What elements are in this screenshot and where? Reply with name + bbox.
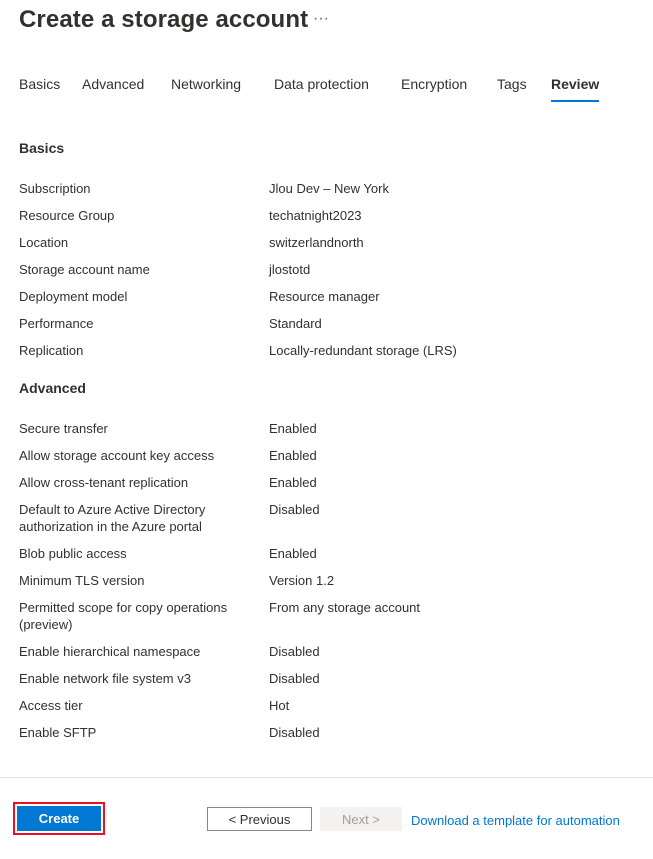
row-value: techatnight2023: [269, 208, 362, 223]
row-value: Disabled: [269, 671, 320, 686]
tab-basics[interactable]: Basics: [19, 76, 61, 92]
create-button[interactable]: Create: [17, 806, 101, 831]
row-label: Secure transfer: [19, 421, 108, 436]
download-template-link[interactable]: Download a template for automation: [411, 813, 620, 828]
row-label: Enable network file system v3: [19, 671, 191, 686]
row-label: Allow storage account key access: [19, 448, 215, 463]
row-label: Default to Azure Active Directory authorization in the Azure portal: [19, 502, 206, 534]
row-value: Version 1.2: [269, 573, 335, 588]
tab-data-protection[interactable]: Data protection: [274, 76, 369, 92]
row-label: Location: [19, 235, 69, 250]
row-value: Standard: [269, 316, 322, 331]
footer-divider: [0, 777, 653, 778]
row-label: Storage account name: [19, 262, 150, 277]
basics-section-title: Basics: [19, 140, 65, 156]
tab-review[interactable]: Review: [551, 76, 599, 102]
page-title: Create a storage account: [19, 6, 309, 33]
row-value: Disabled: [269, 644, 320, 659]
previous-button[interactable]: < Previous: [207, 807, 312, 831]
row-label: Enable SFTP: [19, 725, 97, 740]
row-value: Enabled: [269, 475, 317, 490]
row-value: Enabled: [269, 421, 317, 436]
row-value: Jlou Dev – New York: [269, 181, 389, 196]
row-value: Disabled: [269, 502, 320, 517]
tab-tags[interactable]: Tags: [497, 76, 527, 92]
row-value: From any storage account: [269, 600, 421, 615]
tab-networking[interactable]: Networking: [171, 76, 242, 92]
row-label: Minimum TLS version: [19, 573, 145, 588]
row-value: jlostotd: [269, 262, 311, 277]
tab-bar: [0, 76, 653, 106]
row-value: Resource manager: [269, 289, 380, 304]
tab-advanced[interactable]: Advanced: [82, 76, 145, 92]
tab-encryption[interactable]: Encryption: [401, 76, 468, 92]
row-label: Access tier: [19, 698, 83, 713]
row-label: Performance: [19, 316, 94, 331]
row-value: switzerlandnorth: [269, 235, 364, 250]
row-value: Enabled: [269, 448, 317, 463]
advanced-section-title: Advanced: [19, 380, 86, 396]
next-button[interactable]: Next >: [320, 807, 402, 831]
row-label: Resource Group: [19, 208, 115, 223]
row-label: Allow cross-tenant replication: [19, 475, 189, 490]
row-value: Hot: [269, 698, 290, 713]
row-label: Enable hierarchical namespace: [19, 644, 201, 659]
row-label: Blob public access: [19, 546, 127, 561]
row-label: Deployment model: [19, 289, 128, 304]
row-value: Locally-redundant storage (LRS): [269, 343, 457, 358]
row-label: Replication: [19, 343, 84, 358]
row-label: Subscription: [19, 181, 91, 196]
row-value: Disabled: [269, 725, 320, 740]
row-label: Permitted scope for copy operations (preview): [19, 600, 228, 632]
row-value: Enabled: [269, 546, 317, 561]
more-options-icon[interactable]: ···: [313, 10, 329, 27]
